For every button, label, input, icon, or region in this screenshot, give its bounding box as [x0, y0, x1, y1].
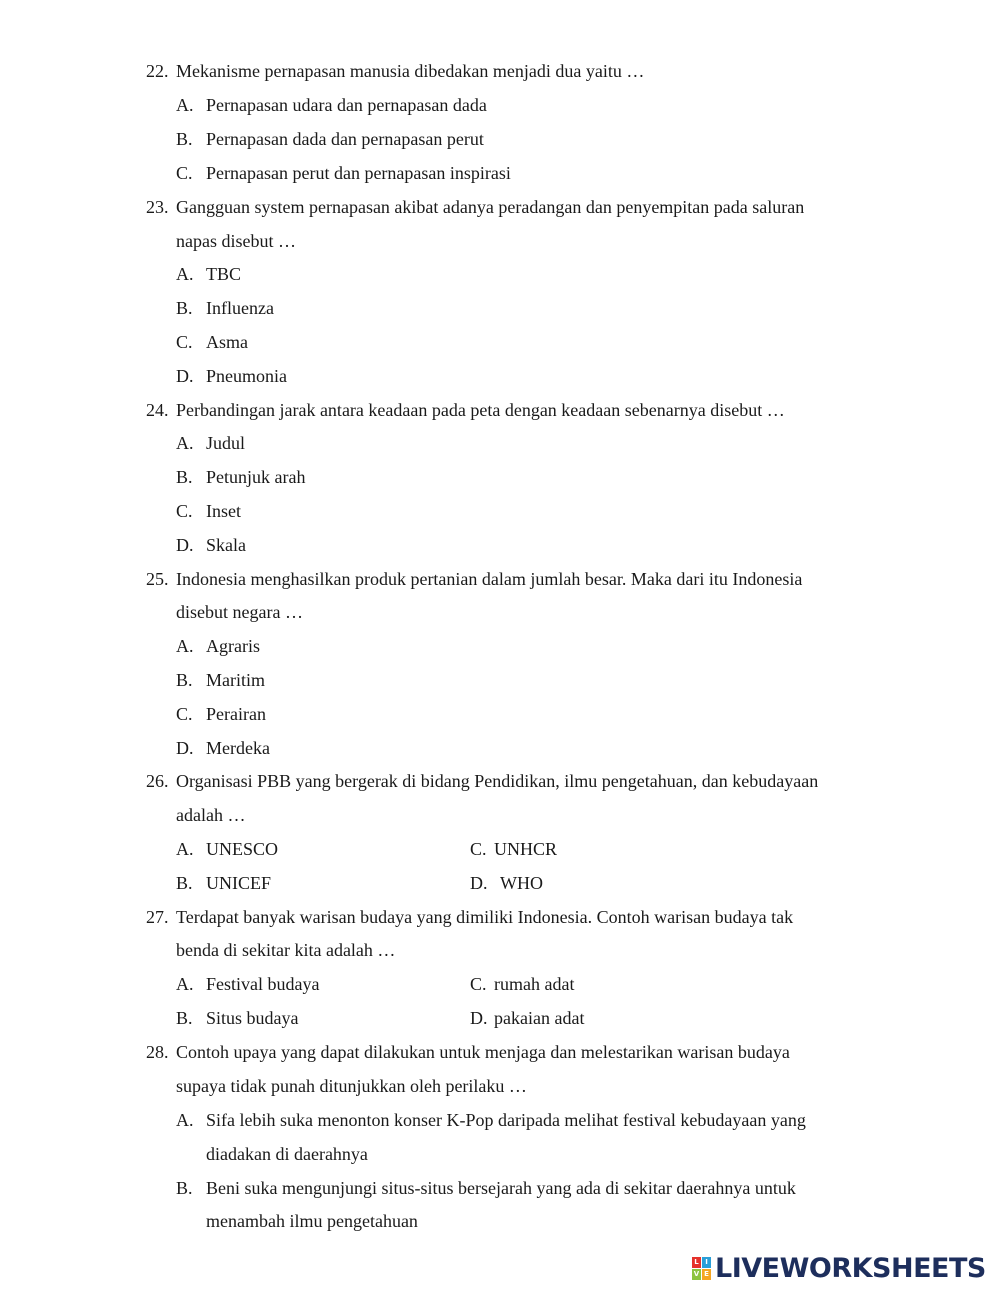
- option-letter: C.: [176, 704, 193, 724]
- option-letter: C.: [176, 501, 193, 521]
- option-letter: B.: [176, 467, 193, 487]
- option-text[interactable]: Pernapasan dada dan pernapasan perut: [206, 129, 484, 149]
- question-text: disebut negara …: [176, 602, 303, 622]
- option-text[interactable]: UNESCO: [206, 839, 279, 859]
- option-text[interactable]: Merdeka: [206, 738, 270, 758]
- option-text[interactable]: Inset: [206, 501, 241, 521]
- option-letter: B.: [176, 1008, 193, 1028]
- question-text: Contoh upaya yang dapat dilakukan untuk menjaga dan melestarikan warisan budaya: [176, 1042, 790, 1062]
- option-text-continued[interactable]: diadakan di daerahnya: [206, 1144, 368, 1164]
- option-text[interactable]: Beni suka mengunjungi situs-situs bersejarah yang ada di sekitar daerahnya untuk: [206, 1178, 796, 1198]
- option-letter: A.: [176, 264, 194, 284]
- question-number: 27.: [146, 907, 169, 927]
- question-number: 23.: [146, 197, 169, 217]
- option-text[interactable]: TBC: [206, 264, 242, 284]
- option-letter: C.: [176, 332, 193, 352]
- option-letter: D.: [176, 738, 194, 758]
- option-text[interactable]: Agraris: [206, 636, 260, 656]
- option-text[interactable]: Sifa lebih suka menonton konser K-Pop daripada melihat festival kebudayaan yang: [206, 1110, 806, 1130]
- option-letter: A.: [176, 95, 194, 115]
- option-letter: A.: [176, 433, 194, 453]
- question-text: napas disebut …: [176, 231, 296, 251]
- option-letter: A.: [176, 636, 194, 656]
- option-text[interactable]: Maritim: [206, 670, 265, 690]
- option-text[interactable]: Skala: [206, 535, 246, 555]
- question-text: Indonesia menghasilkan produk pertanian dalam jumlah besar. Maka dari itu Indonesia: [176, 569, 803, 589]
- question-text: Organisasi PBB yang bergerak di bidang Pendidikan, ilmu pengetahuan, dan kebudayaan: [176, 771, 819, 791]
- option-text[interactable]: Pernapasan perut dan pernapasan inspirasi: [206, 163, 511, 183]
- question-text: supaya tidak punah ditunjukkan oleh perilaku …: [176, 1076, 527, 1096]
- option-letter: D.: [176, 366, 194, 386]
- option-text[interactable]: UNHCR: [494, 839, 558, 859]
- option-letter: D.: [470, 1008, 488, 1028]
- option-letter: C.: [176, 163, 193, 183]
- question-number: 28.: [146, 1042, 169, 1062]
- option-text[interactable]: Festival budaya: [206, 974, 320, 994]
- option-letter: B.: [176, 670, 193, 690]
- option-text[interactable]: Perairan: [206, 704, 266, 724]
- option-letter: B.: [176, 873, 193, 893]
- liveworksheets-logo: [692, 1253, 986, 1284]
- question-text: benda di sekitar kita adalah …: [176, 940, 396, 960]
- question-text: Gangguan system pernapasan akibat adanya peradangan dan penyempitan pada saluran: [176, 197, 805, 217]
- option-letter: B.: [176, 129, 193, 149]
- option-letter: B.: [176, 1178, 193, 1198]
- question-text: Perbandingan jarak antara keadaan pada peta dengan keadaan sebenarnya disebut …: [176, 400, 785, 420]
- option-letter: C.: [470, 974, 487, 994]
- question-text: Mekanisme pernapasan manusia dibedakan menjadi dua yaitu …: [176, 61, 645, 81]
- question-text: Terdapat banyak warisan budaya yang dimiliki Indonesia. Contoh warisan budaya tak: [176, 907, 794, 927]
- question-number: 24.: [146, 400, 169, 420]
- question-number: 22.: [146, 61, 169, 81]
- option-letter: D.: [176, 535, 194, 555]
- option-letter: A.: [176, 974, 194, 994]
- option-text-continued[interactable]: menambah ilmu pengetahuan: [206, 1211, 418, 1231]
- option-text[interactable]: Situs budaya: [206, 1008, 299, 1028]
- option-text[interactable]: Judul: [206, 433, 246, 453]
- question-text: adalah …: [176, 805, 246, 825]
- option-letter: B.: [176, 298, 193, 318]
- logo-mark-icon: L I V E: [692, 1257, 711, 1280]
- option-text[interactable]: Asma: [206, 332, 248, 352]
- option-text[interactable]: Petunjuk arah: [206, 467, 306, 487]
- option-text[interactable]: pakaian adat: [494, 1008, 585, 1028]
- option-letter: A.: [176, 839, 194, 859]
- option-letter: C.: [470, 839, 487, 859]
- option-text[interactable]: rumah adat: [494, 974, 575, 994]
- option-text[interactable]: UNICEF: [206, 873, 272, 893]
- option-letter: D.: [470, 873, 488, 893]
- option-text[interactable]: Pneumonia: [206, 366, 287, 386]
- option-text[interactable]: Pernapasan udara dan pernapasan dada: [206, 95, 487, 115]
- question-number: 25.: [146, 569, 169, 589]
- option-text[interactable]: Influenza: [206, 298, 274, 318]
- question-number: 26.: [146, 771, 169, 791]
- option-letter: A.: [176, 1110, 194, 1130]
- logo-text: LIVEWORKSHEETS: [715, 1253, 986, 1284]
- option-text[interactable]: WHO: [500, 873, 543, 893]
